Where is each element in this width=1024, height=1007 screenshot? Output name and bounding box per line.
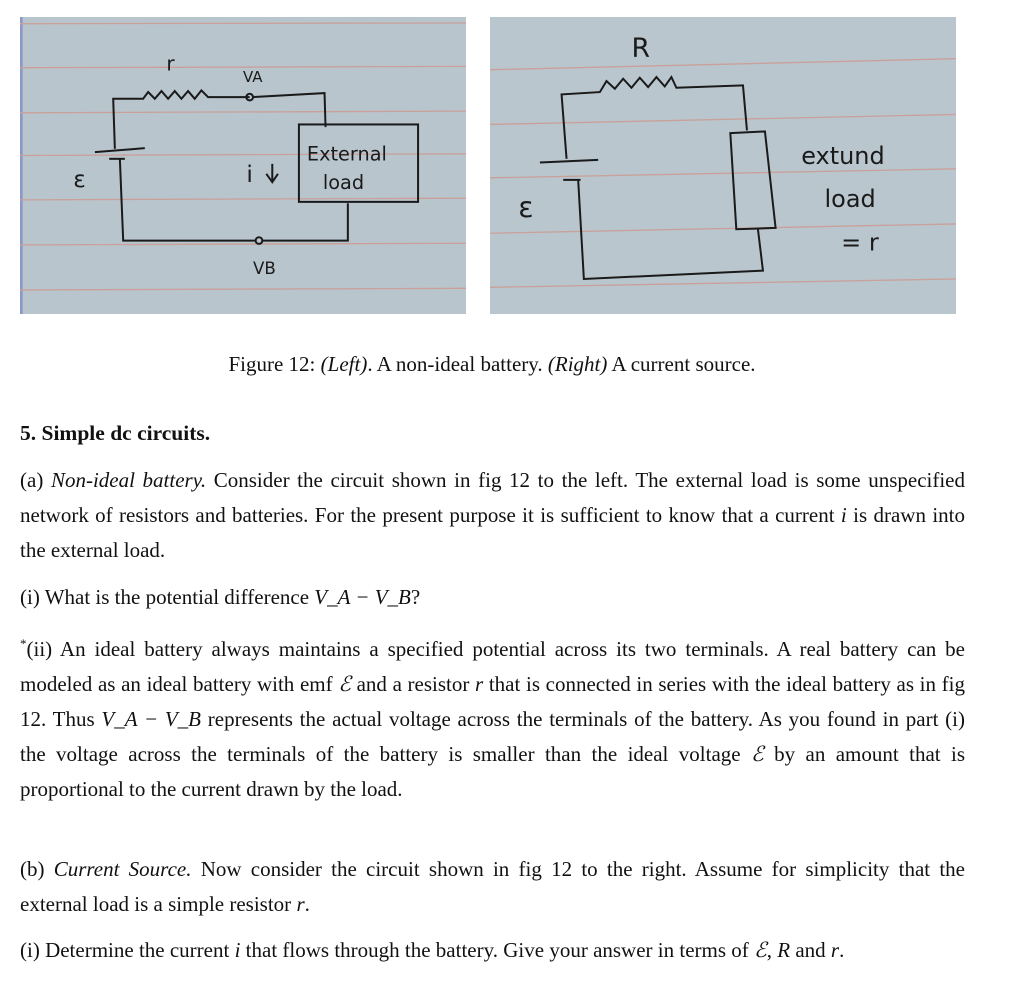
- label-emf: ε: [73, 166, 86, 194]
- figure-right-photo: [490, 17, 956, 314]
- figure-caption: Figure 12: (Left). A non-ideal battery. (Right) A current source.: [228, 352, 756, 376]
- figure-left-photo: [20, 17, 466, 314]
- question-a-ii: *(ii) An ideal battery always maintains a specified potential across its two terminals. A real battery can be modeled as an ideal battery with emf ℰ and a resistor r that is connected in series with the ideal battery as in fig 12. Thus V_A − V_B represents the actual voltage across the terminals of the battery. As you found in part (i) the voltage across the terminals of the battery is smaller than the ideal voltage ℰ by an amount that is proportional to the current drawn by the load.: [20, 636, 966, 801]
- label-R: R: [631, 33, 650, 65]
- section-title: 5. Simple dc circuits.: [20, 421, 211, 445]
- label-external: External: [306, 142, 387, 166]
- label-vb: VB: [252, 258, 276, 278]
- part-a-paragraph: (a) Non-ideal battery. Consider the circuit shown in fig 12 to the left. The external load is some unspecified network of resistors and batteries. For the present purpose it is sufficient to know that a current i is drawn into the external load.: [20, 468, 965, 562]
- label-load: load: [322, 170, 365, 194]
- part-b-paragraph: (b) Current Source. Now consider the circuit shown in fig 12 to the right. Assume for simplicity that the external load is a simple resistor r.: [20, 857, 965, 916]
- label-r: r: [166, 51, 175, 76]
- question-b-i: (i) Determine the current i that flows through the battery. Give your answer in terms of ℰ, R and r.: [20, 938, 845, 962]
- label-load: load: [824, 185, 876, 214]
- label-external: extund: [801, 141, 885, 170]
- label-i: i: [246, 161, 253, 189]
- label-emf: ε: [518, 191, 534, 225]
- label-va: VA: [243, 68, 263, 87]
- question-a-i: (i) What is the potential difference V_A − V_B?: [20, 585, 421, 609]
- label-equals-r: = r: [841, 228, 879, 257]
